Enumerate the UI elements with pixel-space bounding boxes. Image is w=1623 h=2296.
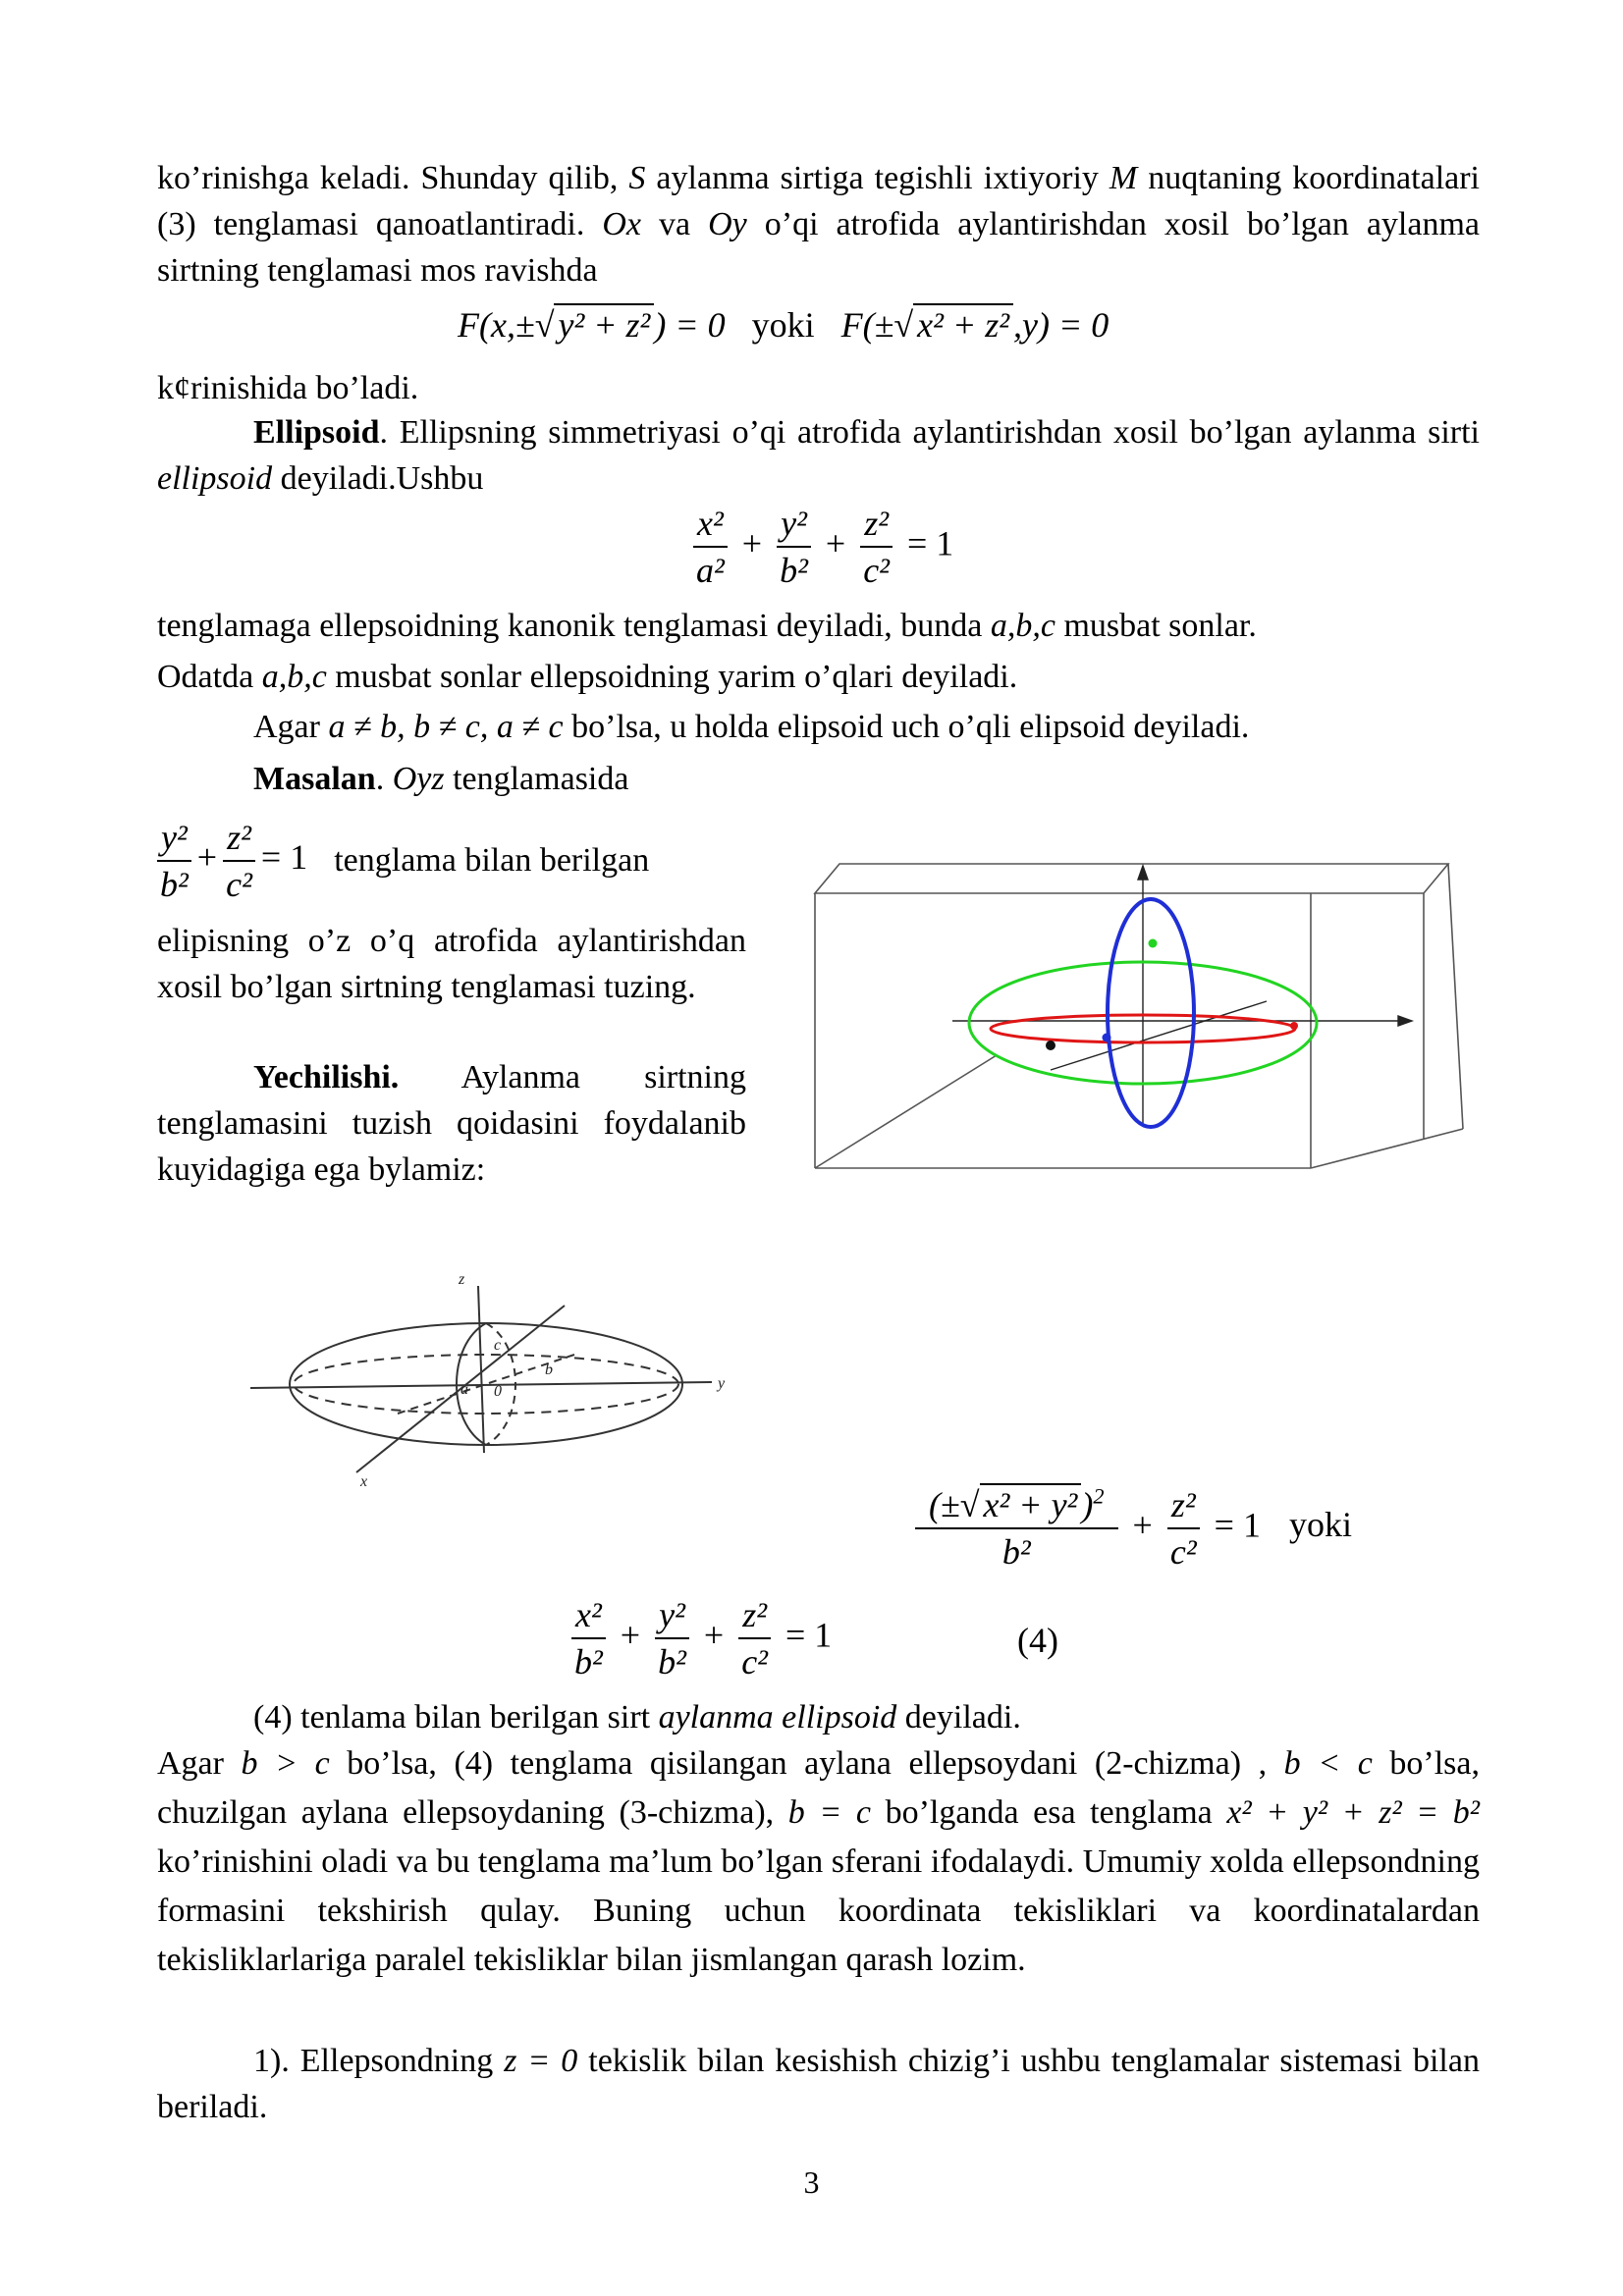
sqrt-sign: √	[534, 305, 555, 345]
sketch-axis-z	[478, 1286, 484, 1453]
paragraph-yechilishi: Yechilishi. Aylanma sirtning tenglamasini tuzish qoidasini foydalanib kuyidagiga ega bylamiz:	[157, 1059, 746, 1188]
formula-rotation-result: $\frac{(\pm√ x^2 + y^2 )^2}{\text{b²}}$ + $\frac{\text{z²}}{\text{c²}}$ = 1 yoki	[909, 1482, 1352, 1575]
paragraph-agar2: Agar b > c bo’lsa, (4) tenglama qisilangan aylana ellepsoydani (2-chizma) , b < c bo’lsa, chuzilgan aylana ellepsoydaning (3-chizma), b = c bo’lganda esa tenglama x² + y² + z² = b² ko’rinishini oladi va bu tenglama ma’lum bo’lgan sferani ifodalaydi. Umumiy xolda ellepsondning formasini tekshirish qulay. Buning uchun koordinata tekisliklari va koordinatalardan tekisliklarlariga paralel tekisliklar bilan jismlangan qarash lozim.	[157, 1745, 1481, 1978]
box-edge	[815, 1055, 997, 1168]
point-red	[1290, 1022, 1298, 1030]
paragraph-kanonik: tenglamaga ellepsoidning kanonik tenglamasi deyiladi, bunda a,b,c musbat sonlar.	[157, 608, 1257, 644]
sketch-label-z: z	[459, 1271, 465, 1288]
paragraph-odatda: Odatda a,b,c musbat sonlar ellepsoidning yarim o’qlari deyiladi.	[157, 659, 1018, 695]
page-number: 3	[803, 2164, 820, 2200]
point-green	[1149, 939, 1158, 948]
paragraph-masalan: Masalan. Oyz tenglamasida	[253, 761, 629, 797]
paragraph-agar1: Agar a ≠ b, b ≠ c, a ≠ c bo’lsa, u holda elipsoid uch o’qli elipsoid deyiladi.	[253, 709, 1250, 745]
figure-ellipsoid-sketch	[250, 1266, 800, 1492]
masala-formula-line: $\frac{\text{y²}}{\text{b²}}$ + $\frac{\text{z²}}{\text{c²}}$ = 1 tenglama bilan berilgan	[157, 815, 746, 907]
figure-3d-ellipsoid-box	[776, 854, 1532, 1207]
formula-ellipse: $\frac{\text{y²}}{\text{b²}}$ + $\frac{\text{z²}}{\text{c²}}$ = 1	[157, 837, 316, 877]
arrow-icon	[1138, 866, 1148, 880]
sketch-label-origin: 0	[494, 1383, 502, 1400]
paragraph-aylanma-ellipsoid: (4) tenlama bilan berilgan sirt aylanma ellipsoid deyiladi.	[253, 1699, 1021, 1735]
paragraph-ellipsoid: Ellipsoid. Ellipsning simmetriyasi o’qi atrofida aylantirishdan xosil bo’lgan aylanma sirti ellipsoid deyiladi.Ushbu	[157, 414, 1480, 497]
box-edge	[1448, 864, 1463, 1129]
sketch-label-x: x	[360, 1473, 368, 1490]
paragraph-masala-cont: elipisning o’z o’q atrofida aylantirishdan xosil bo’lgan sirtning tenglamasi tuzing.	[157, 923, 746, 1005]
paragraph-z0: 1). Ellepsondning z = 0 tekislik bilan kesishish chizig’i ushbu tenglamalar sistemasi bilan beriladi.	[157, 2043, 1480, 2125]
sketch-label-a: a	[460, 1381, 468, 1398]
sqrt-sign: √	[959, 1485, 980, 1524]
formula-number-4: (4)	[1017, 1621, 1058, 1660]
point-blue	[1103, 1034, 1111, 1042]
axis-depth	[1051, 1001, 1267, 1070]
blue-ellipse	[1108, 899, 1194, 1127]
formula-rotation-surfaces: F(x,±√ y² + z² ) = 0 yoki F(±√ x² + z² ,y) = 0	[458, 305, 1109, 345]
box-edge	[1311, 1129, 1463, 1168]
sqrt-sign: √	[893, 305, 914, 345]
formula-rotation-ellipsoid: $\frac{\text{x²}}{\text{b²}}$ + $\frac{\text{y²}}{\text{b²}}$ + $\frac{\text{z²}}{\text{c²}}$ = 1	[571, 1592, 832, 1684]
sketch-label-b: b	[545, 1362, 553, 1378]
formula-canonical: $\frac{\text{x²}}{\text{a²}}$ + $\frac{\text{y²}}{\text{b²}}$ + $\frac{\text{z²}}{\text{c²}}$ = 1	[687, 501, 953, 593]
line-korinishida: k¢rinishida bo’ladi.	[157, 370, 419, 406]
box-back-face	[815, 864, 1448, 893]
sketch-label-y: y	[718, 1375, 726, 1392]
paragraph-intro: ko’rinishga keladi. Shunday qilib, S aylanma sirtiga tegishli ixtiyoriy M nuqtaning koordinatalari (3) tenglamasi qanoatlantiradi. Ox va Oy o’qi atrofida aylantirishdan xosil bo’lgan aylanma sirtning tenglamasi mos ravishda	[157, 160, 1481, 289]
arrow-icon	[1398, 1016, 1412, 1026]
point-black	[1046, 1041, 1055, 1050]
sketch-label-c: c	[494, 1337, 502, 1354]
